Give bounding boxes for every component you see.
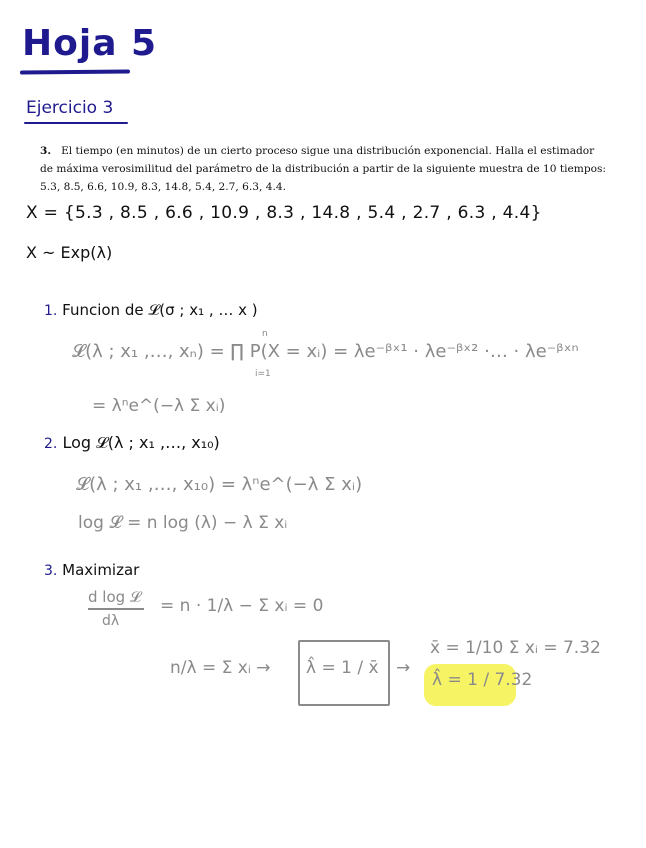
derivative-numerator: d log 𝓛 xyxy=(88,588,141,606)
log-likelihood-equation: log 𝓛 = n log (λ) − λ Σ xᵢ xyxy=(78,513,288,533)
step3-label: Maximizar xyxy=(62,561,140,579)
step2-number: 2. xyxy=(44,436,58,452)
step3-number: 3. xyxy=(44,563,58,579)
step1-label: Funcion de 𝓛(σ ; x₁ , … x ) xyxy=(62,301,258,319)
step3-heading xyxy=(44,563,139,578)
likelihood-equation-2: 𝓛(λ ; x₁ ,…, x₁₀) = λⁿe^(−λ Σ xᵢ) xyxy=(76,474,363,495)
solve-equation: n/λ = Σ xᵢ → xyxy=(170,658,271,678)
step1-number: 1. xyxy=(44,303,58,319)
product-lower-limit: i=1 xyxy=(255,369,271,379)
problem-statement xyxy=(40,142,606,196)
derivative-denominator: dλ xyxy=(102,613,120,629)
exercise-heading: Ejercicio 3 xyxy=(26,98,114,118)
page-title: Hoja 5 xyxy=(22,23,158,64)
boxed-estimator: λ̂ = 1 / x̄ xyxy=(306,658,379,678)
sample-set: X = {5.3 , 8.5 , 6.6 , 10.9 , 8.3 , 14.8 , 5.4 , 2.7 , 6.3 , 4.4} xyxy=(26,203,542,223)
problem-text: El tiempo (en minutos) de un cierto proceso sigue una distribución exponencial. Halla el estimador de máxima verosimilitud del parámetro de la distribución a partir de la siguiente muestra de 10 tiempos: 5.3, 8.5, 6.6, 10.9, 8.3, 14.8, 5.4, 2.7, 6.3, 4.4. xyxy=(40,145,606,193)
product-upper-limit: n xyxy=(262,329,268,339)
problem-number: 3. xyxy=(40,145,52,157)
derivative-rhs: = n · 1/λ − Σ xᵢ = 0 xyxy=(160,596,324,616)
title-underline xyxy=(20,69,130,74)
step1-heading xyxy=(44,303,258,318)
likelihood-simplified: = λⁿe^(−λ Σ xᵢ) xyxy=(92,396,226,416)
derivative-fraction-bar xyxy=(88,608,144,610)
exercise-underline xyxy=(24,122,128,124)
likelihood-equation: 𝓛(λ ; x₁ ,…, xₙ) = ∏ P(X = xᵢ) = λe⁻ᵝˣ¹ · λe⁻ᵝˣ² ·… · λe⁻ᵝˣⁿ xyxy=(72,341,579,362)
sample-mean: x̄ = 1/10 Σ xᵢ = 7.32 xyxy=(430,638,601,658)
distribution-line: X ~ Exp(λ) xyxy=(26,243,113,262)
implies-arrow: → xyxy=(396,658,411,678)
step2-label: Log 𝓛(λ ; x₁ ,…, x₁₀) xyxy=(62,433,220,452)
final-estimate: λ̂ = 1 / 7.32 xyxy=(432,670,533,690)
step2-heading xyxy=(44,435,220,451)
